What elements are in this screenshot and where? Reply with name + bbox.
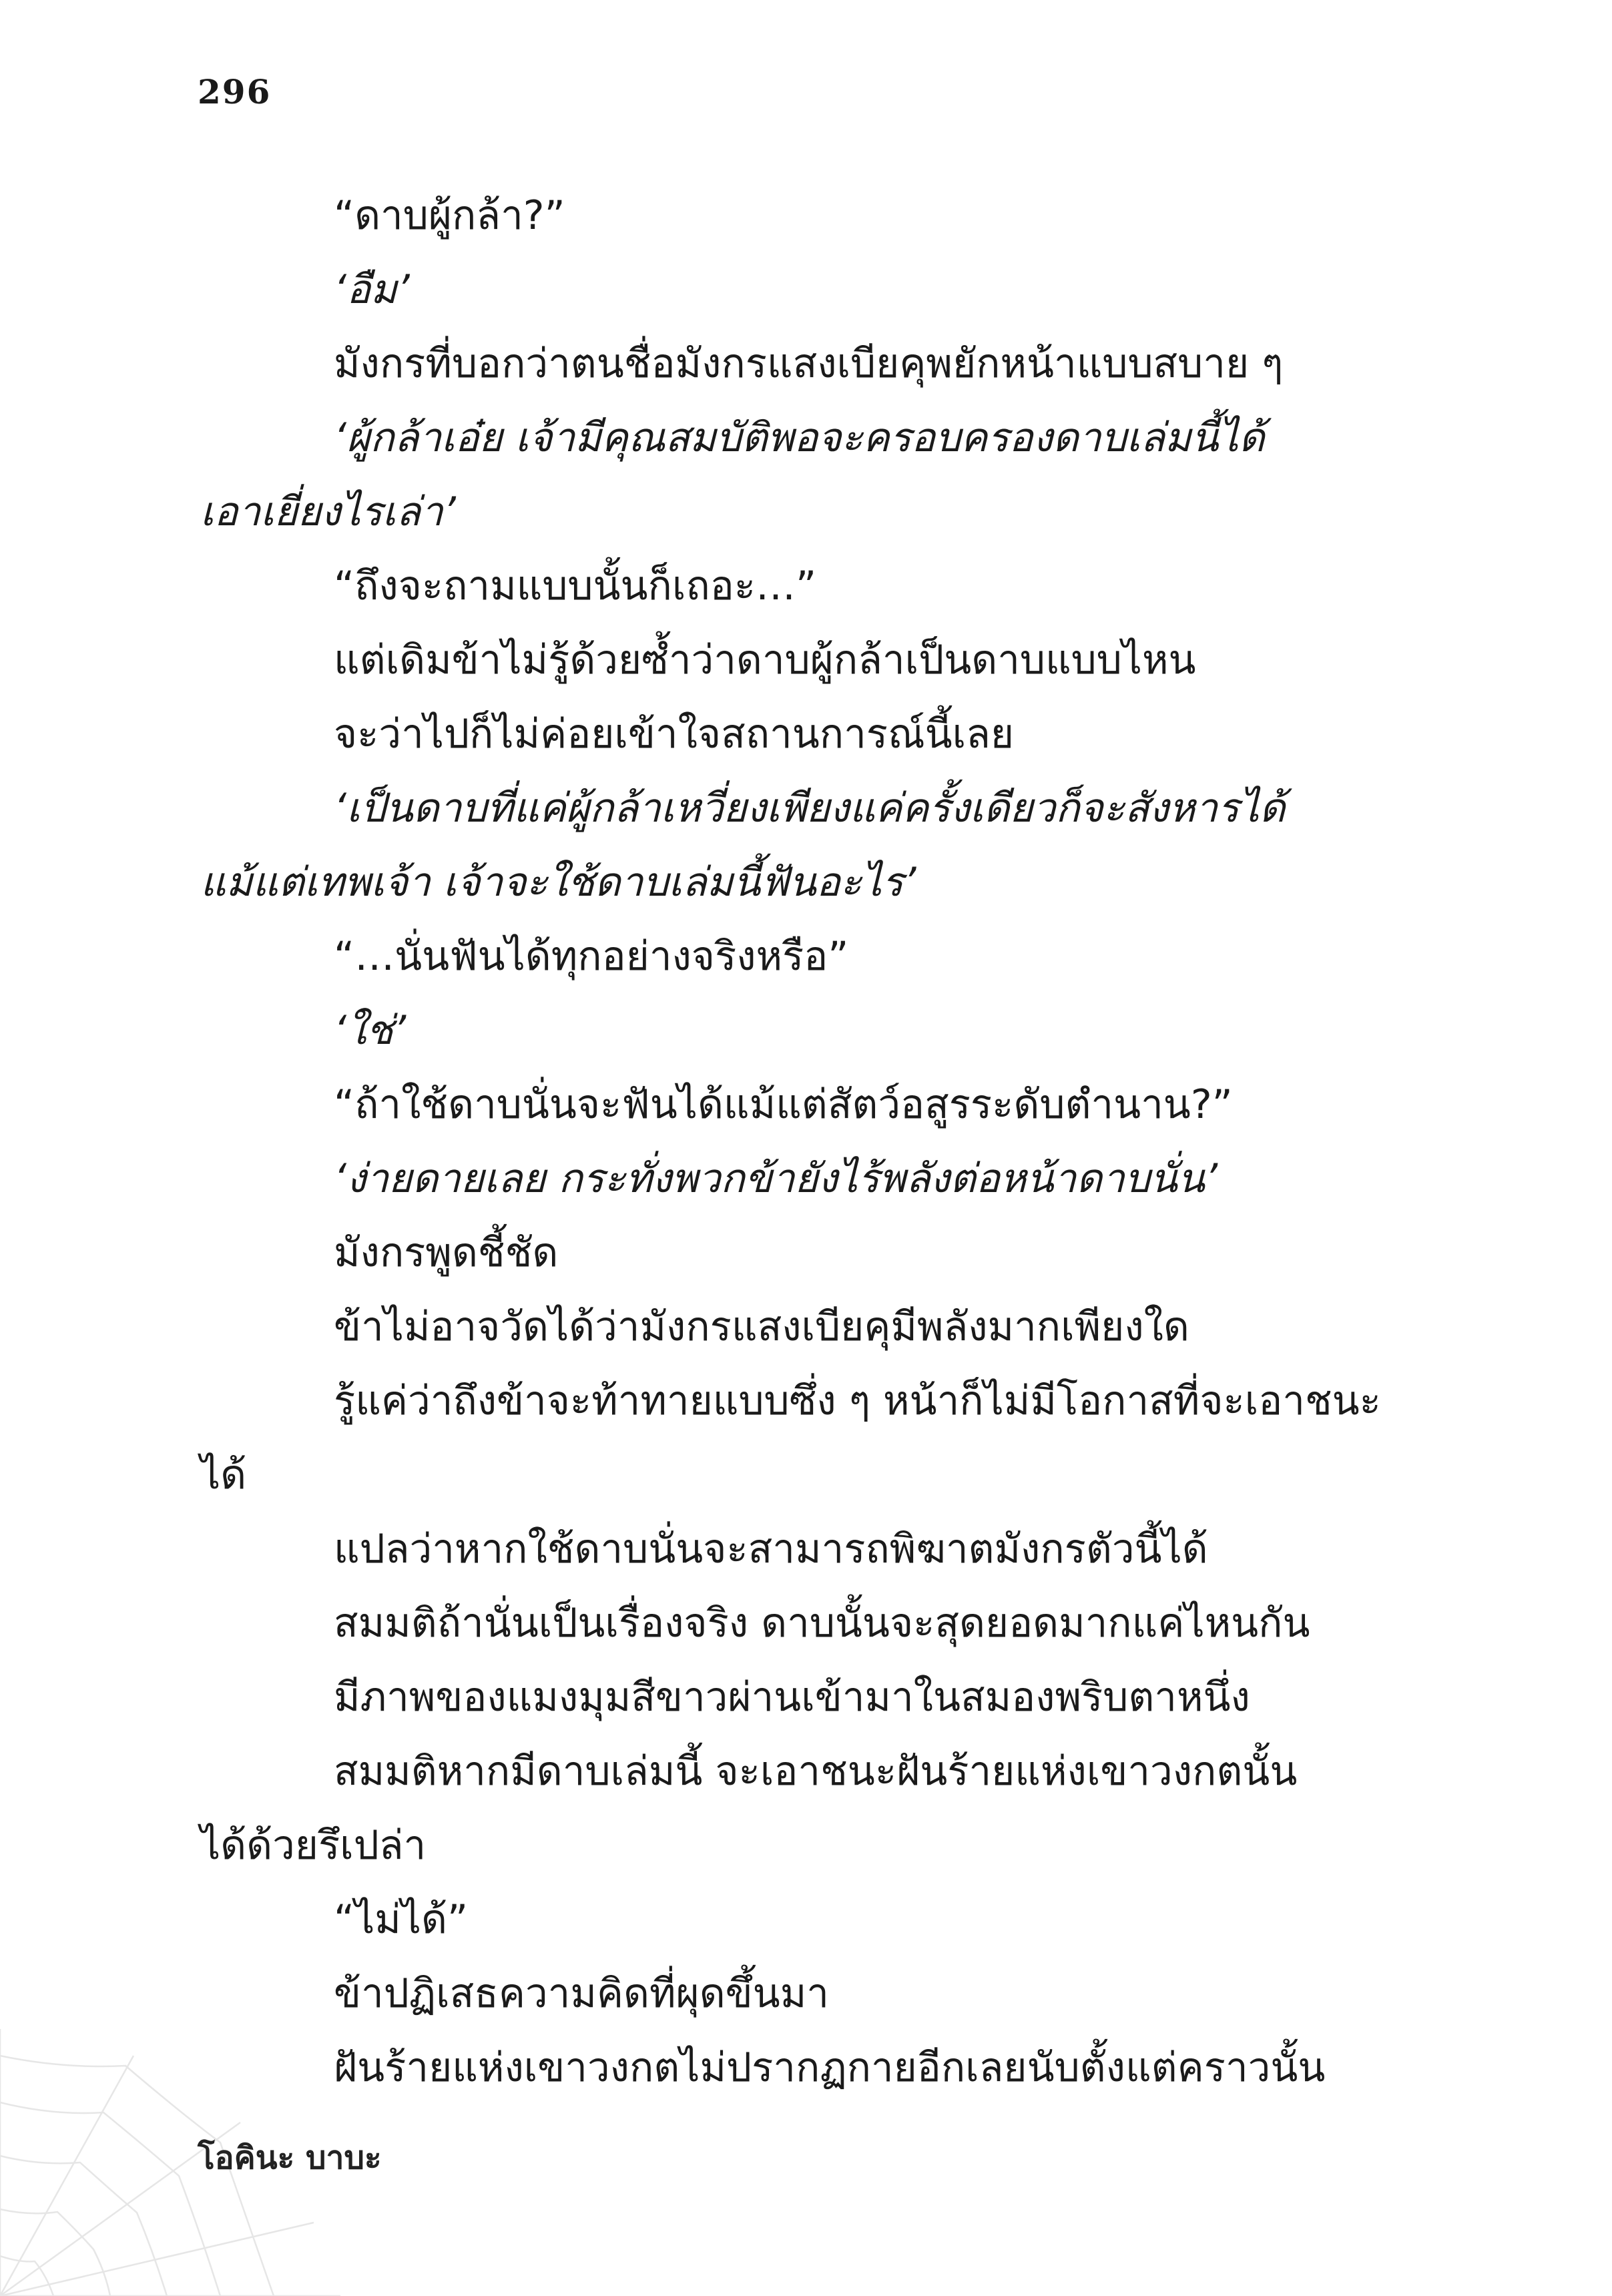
text-line: ข้าไม่อาจวัดได้ว่ามังกรแสงเบียคุมีพลังมากเพียงใด: [334, 1304, 1189, 1350]
text-line: “ดาบผู้กล้า?”: [334, 192, 565, 239]
text-line: “ถึงจะถามแบบนั้นก็เถอะ…”: [334, 563, 817, 609]
text-line: ‘ใช่’: [334, 1007, 407, 1054]
text-line: ข้าปฏิเสธความคิดที่ผุดขึ้นมา: [334, 1970, 829, 2017]
text-line: ได้: [200, 1452, 247, 1498]
text-line: ‘ผู้กล้าเอ๋ย เจ้ามีคุณสมบัติพอจะครอบครองดาบเล่มนี้ได้: [334, 414, 1265, 461]
text-line: จะว่าไปก็ไม่ค่อยเข้าใจสถานการณ์นี้เลย: [334, 711, 1015, 758]
text-line: ได้ด้วยรึเปล่า: [200, 1822, 427, 1869]
body-text: [200, 179, 1415, 2105]
text-line: ฝันร้ายแห่งเขาวงกตไม่ปรากฏกายอีกเลยนับตั้งแต่คราวนั้น: [334, 2044, 1326, 2091]
text-line: มีภาพของแมงมุมสีขาวผ่านเข้ามาในสมองพริบตาหนึ่ง: [334, 1674, 1250, 1721]
text-line: ‘เป็นดาบที่แค่ผู้กล้าเหวี่ยงเพียงแค่ครั้งเดียวก็จะสังหารได้: [334, 785, 1286, 832]
text-line: แต่เดิมข้าไม่รู้ด้วยซ้ำว่าดาบผู้กล้าเป็นดาบแบบไหน: [334, 637, 1196, 683]
text-line: แม้แต่เทพเจ้า เจ้าจะใช้ดาบเล่มนี้ฟันอะไร’: [200, 859, 916, 906]
text-line: ‘อืม’: [334, 266, 410, 313]
text-line: สมมติหากมีดาบเล่มนี้ จะเอาชนะฝันร้ายแห่งเขาวงกตนั้น: [334, 1748, 1298, 1795]
text-line: ‘ง่ายดายเลย กระทั่งพวกข้ายังไร้พลังต่อหน้าดาบนั่น’: [334, 1155, 1218, 1202]
text-line: แปลว่าหากใช้ดาบนั่นจะสามารถพิฆาตมังกรตัวนี้ได้: [334, 1526, 1208, 1572]
text-line: มังกรที่บอกว่าตนชื่อมังกรแสงเบียคุพยักหน้าแบบสบาย ๆ: [334, 340, 1284, 387]
text-line: “…นั่นฟันได้ทุกอย่างจริงหรือ”: [334, 933, 849, 980]
text-line: สมมติถ้านั่นเป็นเรื่องจริง ดาบนั้นจะสุดยอดมากแค่ไหนกัน: [334, 1600, 1310, 1647]
text-line: มังกรพูดชี้ชัด: [334, 1229, 559, 1276]
text-line: “ไม่ได้”: [334, 1896, 469, 1943]
footer-author: โอคินะ บาบะ: [198, 2139, 382, 2177]
page-number: 296: [198, 72, 272, 111]
text-line: “ถ้าใช้ดาบนั่นจะฟันได้แม้แต่สัตว์อสูรระดับตำนาน?”: [334, 1081, 1233, 1128]
text-line: เอาเยี่ยงไรเล่า’: [200, 489, 456, 535]
text-line: รู้แค่ว่าถึงข้าจะท้าทายแบบซึ่ง ๆ หน้าก็ไม่มีโอกาสที่จะเอาชนะ: [334, 1378, 1381, 1424]
